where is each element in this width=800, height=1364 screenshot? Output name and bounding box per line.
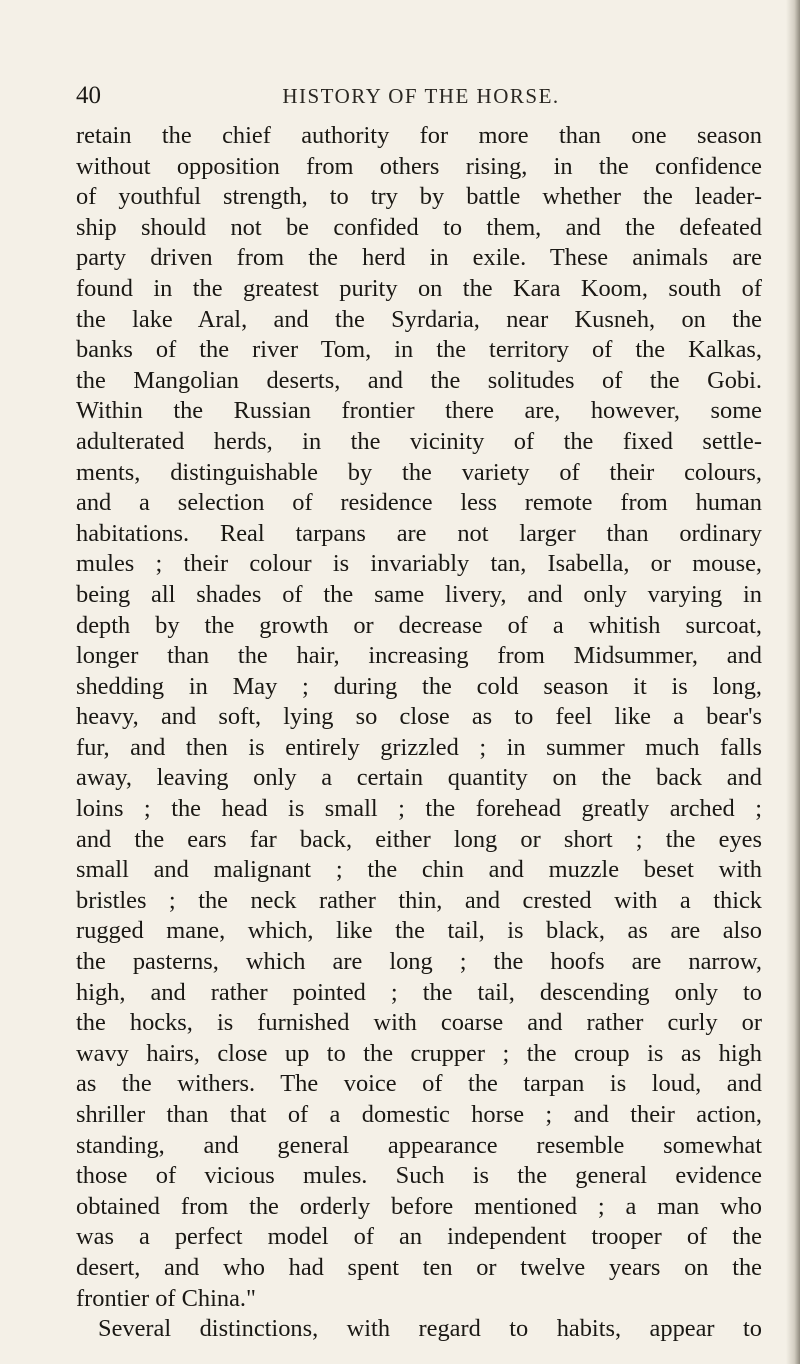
text-line: and the ears far back, either long or short ; the eyes bbox=[76, 825, 762, 853]
text-line: adulterated herds, in the vicinity of the fixed settle- bbox=[76, 427, 762, 455]
text-line: wavy hairs, close up to the crupper ; the croup is as high bbox=[76, 1039, 762, 1067]
text-line: bristles ; the neck rather thin, and crested with a thick bbox=[76, 886, 762, 914]
text-line: retain the chief authority for more than one season bbox=[76, 122, 762, 149]
text-line: obtained from the orderly before mentioned ; a man who bbox=[76, 1192, 762, 1220]
text-line: loins ; the head is small ; the forehead greatly arched ; bbox=[76, 795, 762, 823]
text-line: shedding in May ; during the cold season it is long, bbox=[76, 672, 762, 700]
text-line: the hocks, is furnished with coarse and rather curly or bbox=[76, 1009, 762, 1037]
text-line: ship should not be confided to them, and the defeated bbox=[76, 213, 762, 241]
page-header bbox=[76, 82, 766, 116]
text-line: party driven from the herd in exile. These animals are bbox=[76, 244, 762, 272]
text-line: the pasterns, which are long ; the hoofs are narrow, bbox=[76, 948, 762, 976]
text-line: away, leaving only a certain quantity on the back and bbox=[76, 764, 762, 792]
text-line: the Mangolian deserts, and the solitudes of the Gobi. bbox=[76, 366, 762, 394]
text-line: Several distinctions, with regard to habits, appear to bbox=[98, 1315, 762, 1343]
text-line: ments, distinguishable by the variety of their colours, bbox=[76, 458, 762, 486]
text-line: mules ; their colour is invariably tan, Isabella, or mouse, bbox=[76, 550, 762, 578]
text-line: the lake Aral, and the Syrdaria, near Kusneh, on the bbox=[76, 305, 762, 333]
text-line: Within the Russian frontier there are, however, some bbox=[76, 397, 762, 425]
page-edge-shadow bbox=[786, 0, 800, 1364]
text-line: of youthful strength, to try by battle whether the leader- bbox=[76, 183, 762, 211]
text-line: fur, and then is entirely grizzled ; in summer much falls bbox=[76, 733, 762, 761]
text-line: habitations. Real tarpans are not larger than ordinary bbox=[76, 519, 762, 547]
text-line: shriller than that of a domestic horse ; and their action, bbox=[76, 1101, 762, 1128]
text-line: depth by the growth or decrease of a whitish surcoat, bbox=[76, 611, 762, 639]
text-line: as the withers. The voice of the tarpan is loud, and bbox=[76, 1070, 762, 1098]
text-line: found in the greatest purity on the Kara Koom, south of bbox=[76, 274, 762, 302]
text-line: high, and rather pointed ; the tail, descending only to bbox=[76, 978, 762, 1006]
running-head: HISTORY OF THE HORSE. bbox=[282, 84, 560, 108]
page-number: 40 bbox=[76, 82, 101, 109]
text-line: those of vicious mules. Such is the general evidence bbox=[76, 1162, 762, 1190]
text-line: frontier of China." bbox=[76, 1284, 256, 1312]
text-line: longer than the hair, increasing from Midsummer, and bbox=[76, 642, 762, 670]
text-line: rugged mane, which, like the tail, is black, as are also bbox=[76, 917, 762, 945]
text-line: being all shades of the same livery, and only varying in bbox=[76, 580, 762, 608]
text-line: heavy, and soft, lying so close as to feel like a bear's bbox=[76, 703, 762, 731]
body-text bbox=[76, 121, 762, 1345]
text-line: small and malignant ; the chin and muzzle beset with bbox=[76, 856, 762, 884]
text-line: without opposition from others rising, in the confidence bbox=[76, 152, 762, 180]
text-line: desert, and who had spent ten or twelve years on the bbox=[76, 1253, 762, 1281]
text-line: banks of the river Tom, in the territory of the Kalkas, bbox=[76, 336, 762, 364]
text-line: and a selection of residence less remote from human bbox=[76, 489, 762, 517]
text-line: was a perfect model of an independent trooper of the bbox=[76, 1223, 762, 1251]
text-line: standing, and general appearance resemble somewhat bbox=[76, 1131, 762, 1159]
